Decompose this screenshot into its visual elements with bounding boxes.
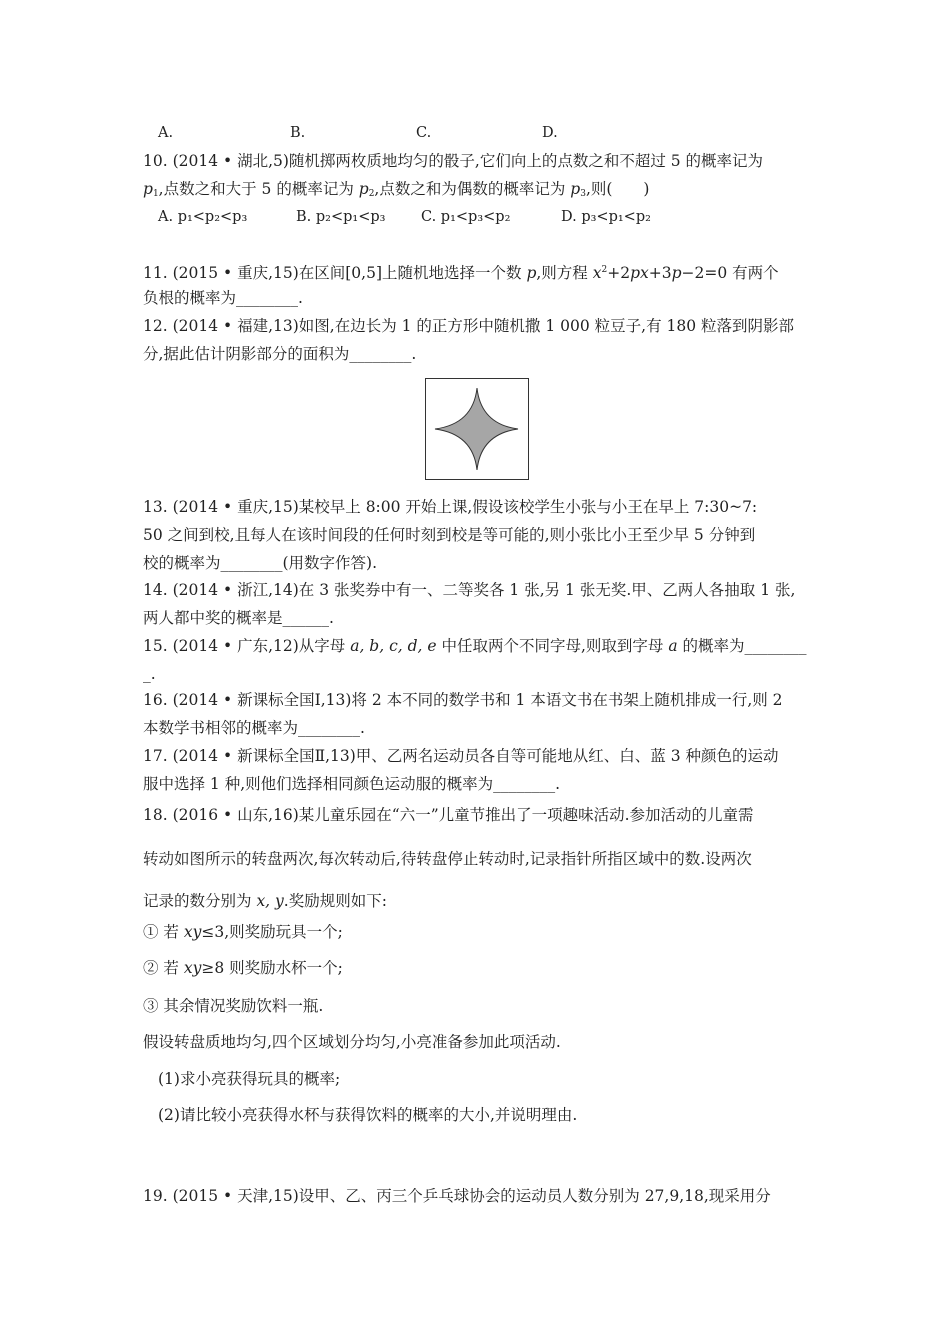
q16-line-2: 本数学书相邻的概率为________.: [143, 719, 365, 737]
q16-line-1: 16. (2014 • 新课标全国Ⅰ,13)将 2 本不同的数学书和 1 本语文书在书架上随机排成一行,则 2: [143, 691, 783, 709]
q11-line-2: 负根的概率为________.: [143, 289, 303, 307]
q10-line-1: 10. (2014 • 湖北,5)随机掷两枚质地均匀的骰子,它们向上的点数之和不超过 5 的概率记为: [143, 152, 764, 170]
exp-2: 2: [601, 265, 608, 275]
q11-text-a: 11. (2015 • 重庆,15)在区间[0,5]上随机地选择一个数: [143, 264, 527, 282]
q17-line-1: 17. (2014 • 新课标全国Ⅱ,13)甲、乙两名运动员各自等可能地从红、白、蓝 3 种颜色的运动: [143, 747, 779, 765]
q18-rule-2: [143, 958, 343, 978]
var-xy-2: xy: [183, 959, 202, 977]
q18-rule-3: ③ 其余情况奖励饮料一瓶.: [143, 997, 324, 1015]
q18-line-3: [143, 891, 387, 911]
q12-line-1: 12. (2014 • 福建,13)如图,在边长为 1 的正方形中随机撒 1 000 粒豆子,有 180 粒落到阴影部: [143, 317, 795, 335]
option-b-label: B.: [290, 125, 306, 141]
q18-line-1: 18. (2016 • 山东,16)某儿童乐园在“六一”儿童节推出了一项趣味活动.参加活动的儿童需: [143, 806, 754, 824]
var-p2: p: [358, 180, 369, 198]
q11-line-1: [143, 260, 779, 283]
q11-text-d: +3: [648, 264, 672, 282]
q18-text-a: 记录的数分别为: [143, 892, 257, 910]
q18-text-b: .奖励规则如下:: [283, 892, 387, 910]
letter-a: a: [668, 637, 678, 655]
option-c-label: C.: [416, 125, 432, 141]
q19-line-1: 19. (2015 • 天津,15)设甲、乙、丙三个乒乓球协会的运动员人数分别为 27,9,18,现采用分: [143, 1187, 771, 1205]
q18-assumption: 假设转盘质地均匀,四个区域划分均匀,小亮准备参加此项活动.: [143, 1033, 561, 1051]
q10-line-2: [143, 179, 649, 204]
q14-line-1: 14. (2014 • 浙江,14)在 3 张奖券中有一、二等奖各 1 张,另 1 张无奖.甲、乙两人各抽取 1 张,: [143, 581, 796, 599]
sub-2: 2: [368, 189, 375, 199]
var-p3: p: [570, 180, 581, 198]
q17-line-2: 服中选择 1 种,则他们选择相同颜色运动服的概率为________.: [143, 775, 561, 793]
q18-line-2: 转动如图所示的转盘两次,每次转动后,待转盘停止转动时,记录指针所指区域中的数.设两次: [143, 850, 752, 868]
q11-text-e: −2=0 有两个: [681, 264, 779, 282]
q18-rule-1: [143, 922, 343, 942]
rule1-text-a: ① 若: [143, 923, 184, 941]
q15-text-b: 中任取两个不同字母,则取到字母: [436, 637, 669, 655]
q15-line-1: [143, 636, 807, 656]
rule2-text-a: ② 若: [143, 959, 184, 977]
var-xy-1: xy: [183, 923, 202, 941]
q13-line-1: 13. (2014 • 重庆,15)某校早上 8:00 开始上课,假设该校学生小张与小王在早上 7:30~7:: [143, 498, 758, 516]
vars-xy: x, y: [256, 892, 284, 910]
q11-text-b: ,则方程: [536, 264, 593, 282]
q10-option-b: B. p₂<p₁<p₃: [296, 209, 386, 225]
q10-option-c: C. p₁<p₃<p₂: [421, 209, 511, 225]
q10-text-d: ,点数之和为偶数的概率记为: [374, 180, 571, 198]
sub-3: 3: [580, 189, 586, 199]
option-a-label: A.: [158, 125, 174, 141]
q10-text-f: ,则( ): [585, 180, 650, 198]
var-p-2: p: [671, 264, 682, 282]
q12-line-2: 分,据此估计阴影部分的面积为________.: [143, 345, 417, 363]
q18-subquestion-1: (1)求小亮获得玩具的概率;: [158, 1070, 341, 1088]
q15-line-2: _.: [143, 665, 156, 683]
var-p1: p: [143, 180, 153, 198]
option-d-label: D.: [542, 125, 558, 141]
square-astroid-figure: [425, 378, 529, 480]
q13-line-3: 校的概率为________(用数字作答).: [143, 554, 378, 572]
var-p: p: [526, 264, 537, 282]
rule2-text-b: ≥8 则奖励水杯一个;: [201, 959, 343, 977]
var-px: px: [630, 264, 649, 282]
sub-1: 1: [152, 189, 159, 199]
q15-text-a: 15. (2014 • 广东,12)从字母: [143, 637, 351, 655]
q15-text-c: 的概率为________: [677, 637, 807, 655]
q14-line-2: 两人都中奖的概率是______.: [143, 609, 334, 627]
var-x: x: [592, 264, 602, 282]
letters-list: a, b, c, d, e: [350, 637, 437, 655]
q11-text-c: +2: [607, 264, 631, 282]
q18-subquestion-2: (2)请比较小亮获得水杯与获得饮料的概率的大小,并说明理由.: [158, 1106, 578, 1124]
q10-option-a: A. p₁<p₂<p₃: [158, 209, 248, 225]
q10-text-b: ,点数之和大于 5 的概率记为: [158, 180, 359, 198]
q10-option-d: D. p₃<p₁<p₂: [561, 209, 651, 225]
rule1-text-b: ≤3,则奖励玩具一个;: [201, 923, 343, 941]
q13-line-2: 50 之间到校,且每人在该时间段的任何时刻到校是等可能的,则小张比小王至少早 5 分钟到: [143, 526, 756, 544]
